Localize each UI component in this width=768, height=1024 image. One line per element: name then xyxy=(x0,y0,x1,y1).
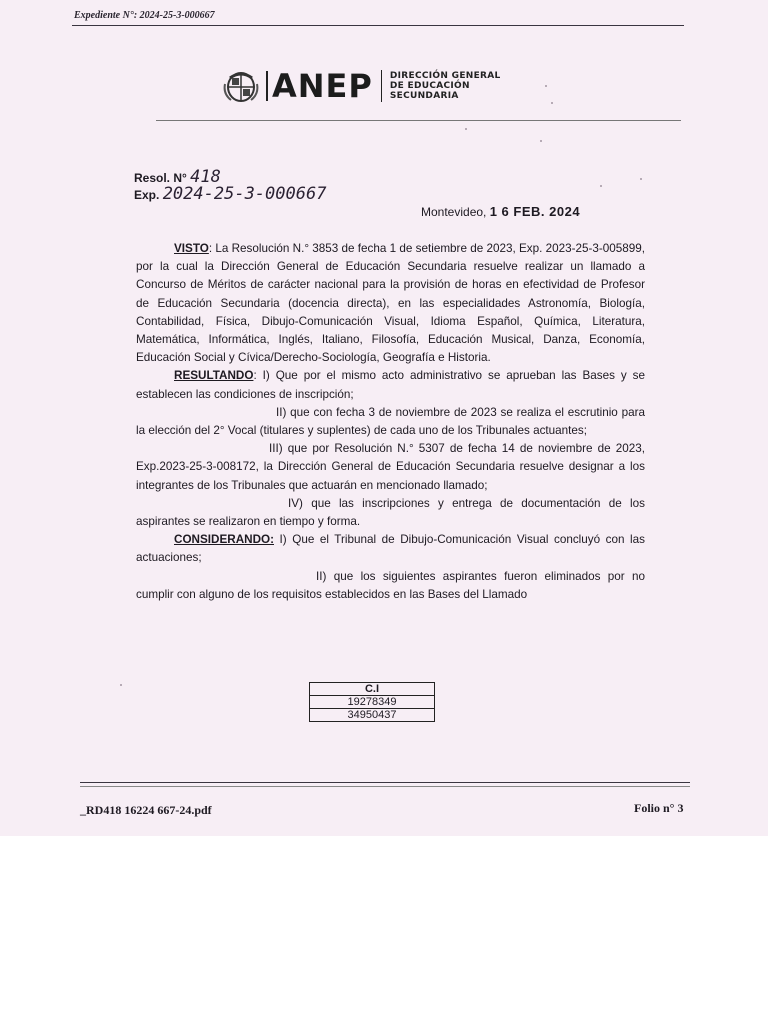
considerando-paragraph-2: II) que los siguientes aspirantes fueron eliminados por no cumplir con alguno de los requisitos establecidos en las Bases del Llamado xyxy=(136,569,645,601)
logo-subtitle xyxy=(390,71,501,101)
footer-rule xyxy=(80,786,690,787)
resultando-paragraph-4: IV) que las inscripciones y entrega de documentación de los aspirantes se realizaron en tiempo y forma. xyxy=(136,496,645,529)
coat-of-arms-icon xyxy=(222,68,260,104)
ci-table-row: 19278349 xyxy=(310,696,435,709)
document-body xyxy=(136,240,645,604)
resultando-1-text: : I) Que por el mismo acto administrativo se aprueban las Bases y se establecen las condiciones de inscripción; xyxy=(136,369,645,401)
resultando-paragraph-1 xyxy=(136,367,645,403)
resultando-paragraph-2: II) que con fecha 3 de noviembre de 2023 se realiza el escrutinio para la elección del 2° Vocal (titulares y suplentes) de cada uno de los Tribunales actuantes; xyxy=(136,405,645,438)
logo-divider xyxy=(381,70,382,102)
footer-filename: _RD418 16224 667-24.pdf xyxy=(80,803,212,817)
exp-number: 2024-25-3-000667 xyxy=(162,184,327,204)
ci-table-row: 34950437 xyxy=(310,709,435,722)
expediente-header: Expediente N°: 2024-25-3-000667 xyxy=(74,10,215,21)
logo-rule xyxy=(156,120,681,121)
considerando-paragraph-1 xyxy=(136,531,645,567)
exp-label: Exp. xyxy=(134,188,160,202)
scan-speck xyxy=(551,102,553,104)
footer-folio: Folio n° 3 xyxy=(634,801,684,815)
header-rule xyxy=(72,25,684,26)
date-place: Montevideo, xyxy=(421,205,487,219)
scan-speck xyxy=(120,684,122,686)
ci-table xyxy=(309,682,435,722)
logo-subtitle-line: DIRECCIÓN GENERAL xyxy=(389,71,501,81)
anep-logo xyxy=(222,66,501,106)
logo-divider xyxy=(266,71,268,101)
footer-rule xyxy=(80,782,690,783)
scan-speck xyxy=(640,178,642,180)
scan-speck xyxy=(600,185,602,187)
logo-subtitle-line: SECUNDARIA xyxy=(389,91,459,101)
scan-speck xyxy=(540,140,542,142)
resultando-paragraph-3: III) que por Resolución N.° 5307 de fecha 14 de noviembre de 2023, Exp.2023-25-3-008172, la Dirección General de Educación Secundaria resuelve designar a los integrantes de los Tribunales que actuarán en mencionado llamado; xyxy=(136,442,645,492)
date-line xyxy=(421,204,580,219)
visto-paragraph xyxy=(136,240,645,367)
resultando-label: RESULTANDO xyxy=(174,369,254,383)
visto-label: VISTO xyxy=(174,242,209,255)
logo-subtitle-line: DE EDUCACIÓN xyxy=(389,81,470,91)
visto-text: : La Resolución N.° 3853 de fecha 1 de setiembre de 2023, Exp. 2023-25-3-005899, por la cual la Dirección General de Educación Secundaria resuelve realizar un llamado a Concurso de Méritos de carácter nacional para la provisión de horas en efectividad de Profesor de Educación Secundaria (docencia directa), en las especialidades Astronomía, Biología, Contabilidad, Física, Dibujo-Comunicación Visual, Idioma Español, Química, Literatura, Matemática, Informática, Inglés, Italiano, Filosofía, Educación Musical, Danza, Economía, Educación Social y Cívica/Derecho-Sociología, Geografía e Historia. xyxy=(136,242,645,365)
logo-wordmark: ANEP xyxy=(272,67,373,105)
scan-speck xyxy=(465,128,467,130)
resol-number: 418 xyxy=(190,167,221,187)
scan-speck xyxy=(545,85,547,87)
ci-table-header: C.I xyxy=(310,683,435,696)
expediente-number-line xyxy=(134,184,326,204)
resol-label: Resol. N° xyxy=(134,171,187,185)
considerando-label: CONSIDERANDO: xyxy=(174,533,274,547)
date-stamp: 1 6 FEB. 2024 xyxy=(489,204,581,219)
considerando-1-text: I) Que el Tribunal de Dibujo-Comunicación Visual concluyó con las actuaciones; xyxy=(136,533,645,565)
